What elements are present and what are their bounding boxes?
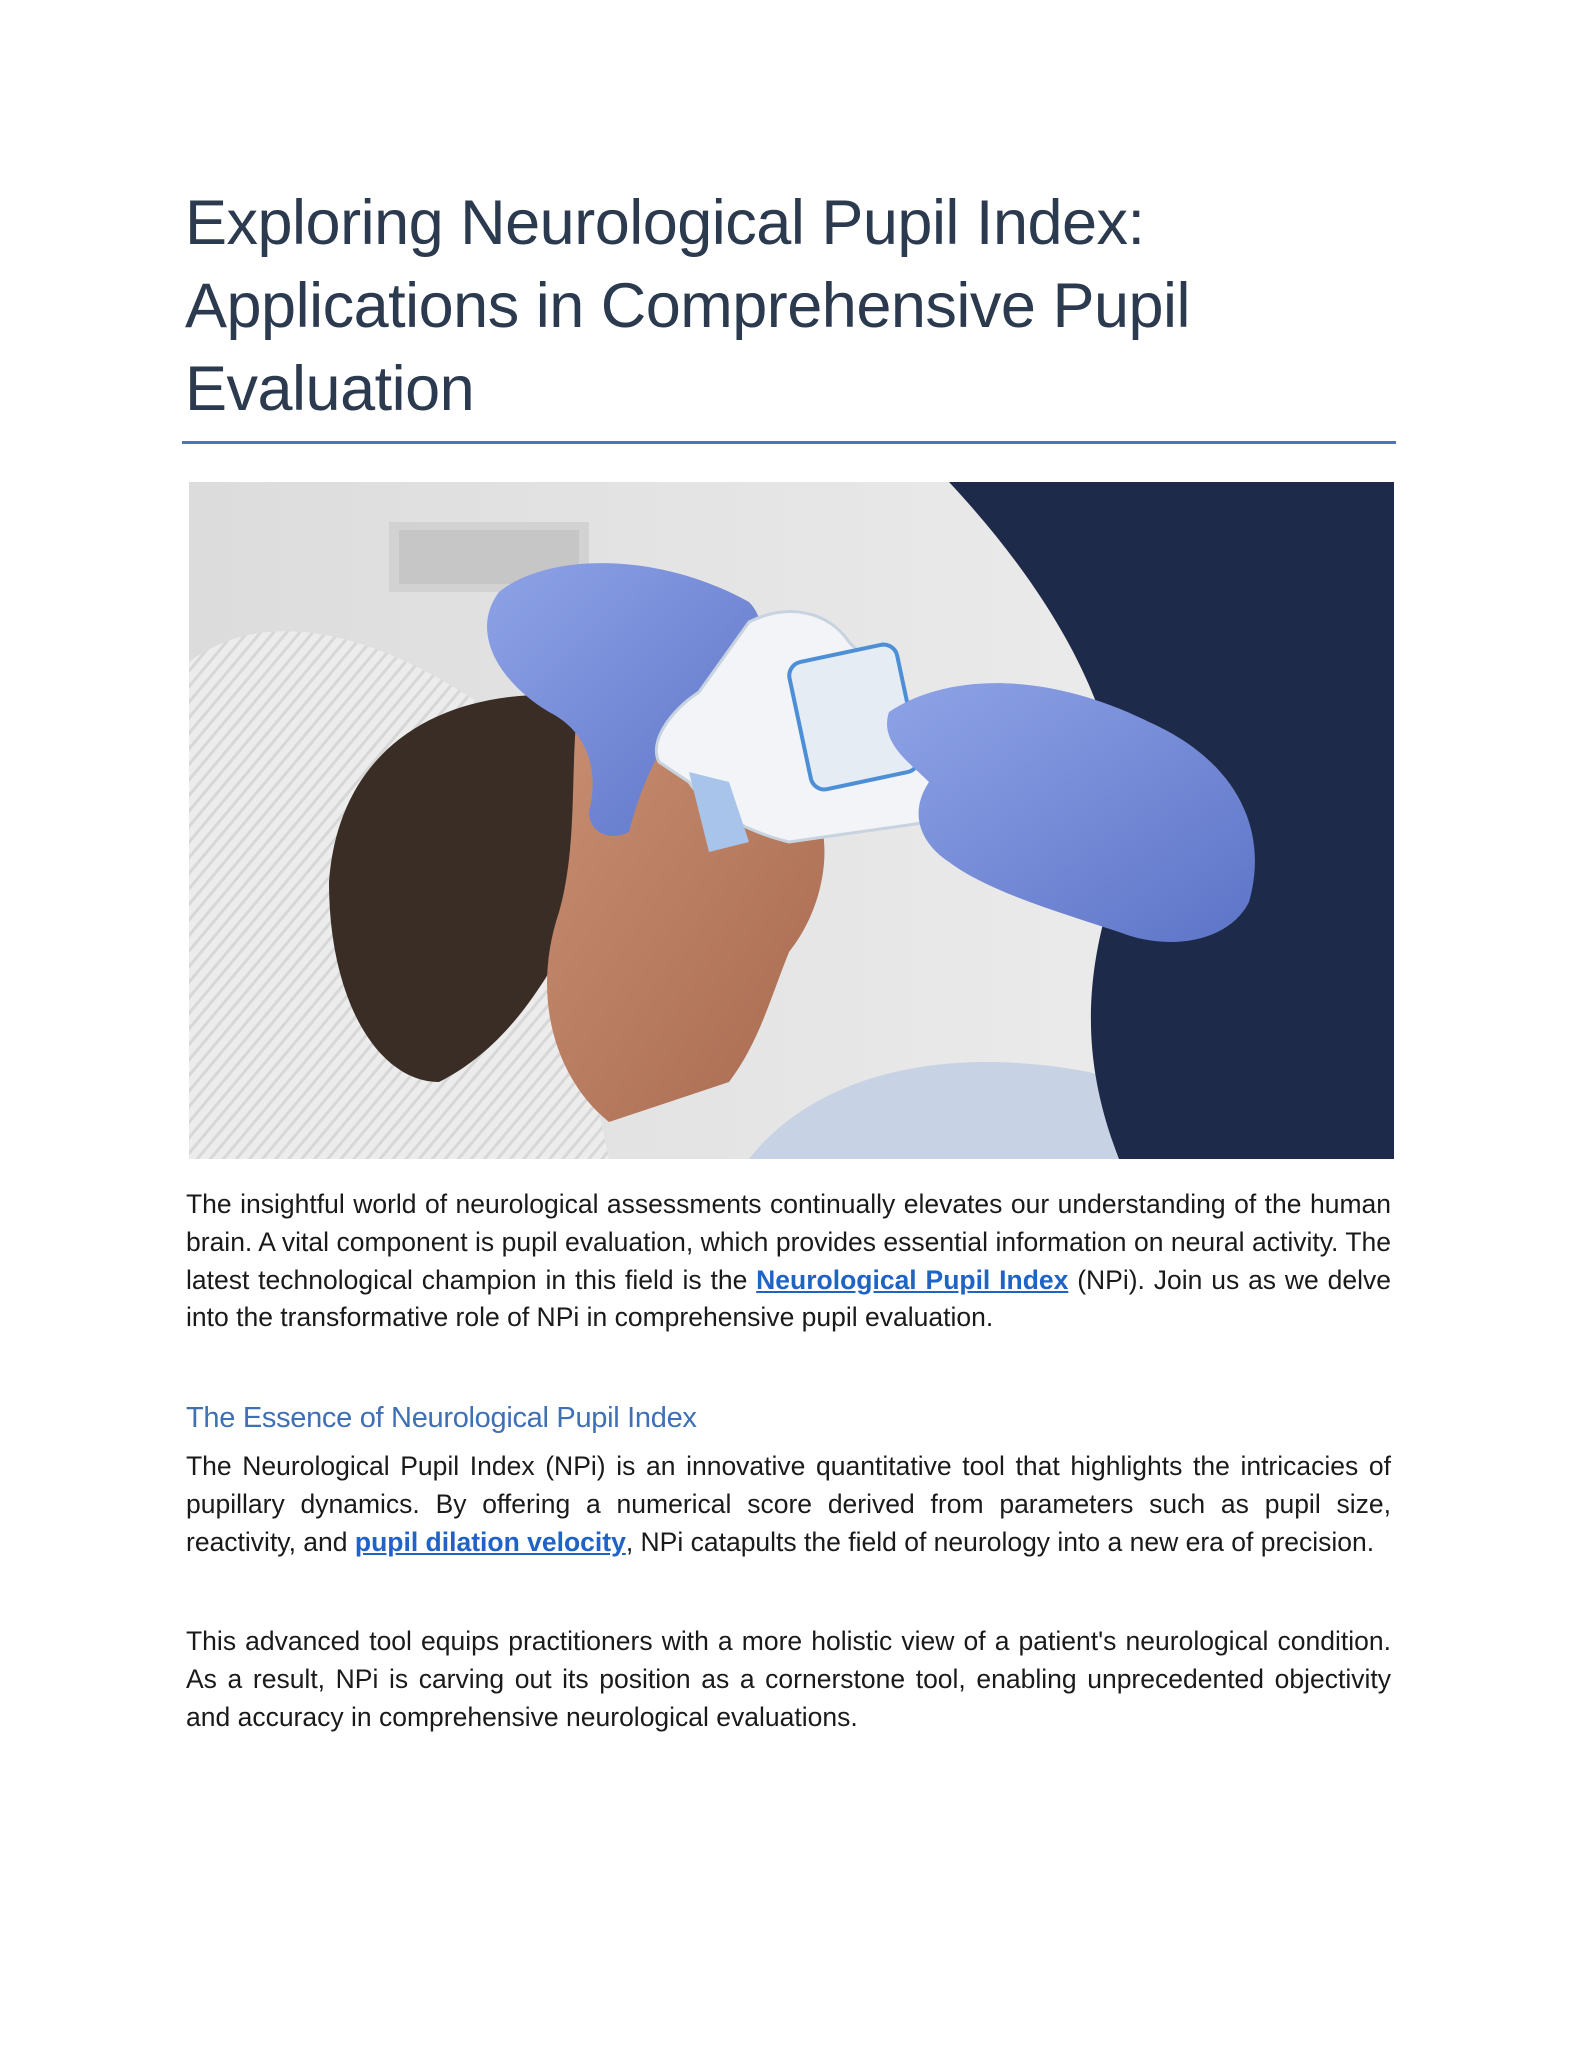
essence-text-end: , NPi catapults the field of neurology into a new era of precision.	[625, 1526, 1375, 1557]
advanced-tool-paragraph: This advanced tool equips practitioners with a more holistic view of a patient's neurological condition. As a result, NPi is carving out its position as a cornerstone tool, enabling unprecedented objectivity and accuracy in comprehensive neurological evaluations.	[186, 1626, 1391, 1732]
intro-text-end: (NPi). Join us as we delve into the transformative role of NPi in comprehensive pupil evaluation.	[186, 1264, 1391, 1333]
essence-paragraph	[186, 1448, 1391, 1561]
pupil-dilation-velocity-link[interactable]: pupil dilation velocity	[354, 1526, 626, 1557]
section-heading: The Essence of Neurological Pupil Index	[186, 1402, 697, 1434]
page-title: Exploring Neurological Pupil Index: Applications in Comprehensive Pupil Evaluation	[185, 188, 1191, 424]
hero-illustration	[189, 482, 1394, 1159]
title-underline-divider	[182, 441, 1396, 444]
intro-text-start: The insightful world of neurological assessments continually elevates our understanding of the human brain. A vital component is pupil evaluation, which provides essential information on neural activity. The latest technological champion in this field is the	[186, 1189, 1391, 1295]
neurological-pupil-index-link[interactable]: Neurological Pupil Index	[756, 1264, 1069, 1295]
intro-paragraph	[186, 1186, 1391, 1337]
hero-photo-pupillometer-exam	[189, 482, 1394, 1159]
essence-text-start: The Neurological Pupil Index (NPi) is an innovative quantitative tool that highlights the intricacies of pupillary dynamics. By offering a numerical score derived from parameters such as pupil size, reactivity, and	[186, 1451, 1391, 1557]
